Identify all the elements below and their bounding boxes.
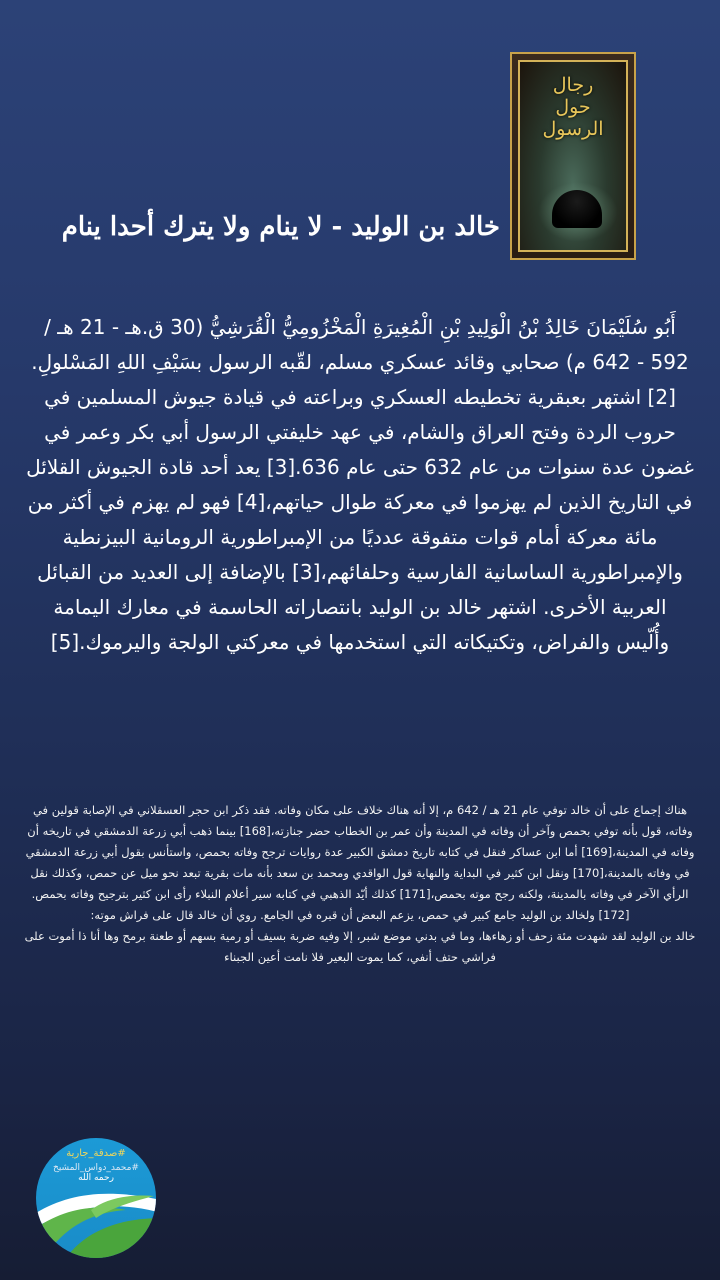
page-title: خالد بن الوليد - لا ينام ولا يترك أحدا ينام — [61, 212, 500, 242]
logo-prayer: رحمه الله — [78, 1173, 114, 1183]
book-cover-title-line-2: حول — [555, 96, 591, 118]
book-cover-title-line-3: الرسول — [542, 118, 604, 140]
logo-hashtag: #صدقة_جارية — [66, 1148, 126, 1159]
charity-logo — [36, 1138, 156, 1258]
footnote-text: هناك إجماع على أن خالد توفي عام 21 هـ / 642 م، إلا أنه هناك خلاف على مكان وفاته. فقد ذكر ابن حجر العسقلاني في الإصابة قولين في وفاته، قول بأنه توفي بحمص وآخر أن وفاته في المدينة وأن عمر بن الخطاب حضر جنازته،[168] بينما ذهب أبي زرعة الدمشقي في تاريخه أن وفاته في المدينة،[169] أما ابن عساكر فنقل في كتابه تاريخ دمشق الكبير عدة روايات ترجح وفاته بحمص، واستأنس بقول أبي زرعة الدمشقي في وفاته بالمدينة،[170] ونقل ابن كثير في البداية والنهاية قول الواقدي ومحمد بن سعد بأنه مات بقرية تبعد نحو ميل عن حمص، وكذلك نقل الرأي الآخر في وفاته بالمدينة، ولكنه رجح موته بحمص،[171] كذلك أيّد الذهبي في كتابه سير أعلام النبلاء رأى ابن كثير بترجيح وفاته بحمص.[172] ولخالد بن الوليد جامع كبير في حمص، يزعم البعض أن قبره في الجامع. روي أن خالد قال على فراش موته: — [25, 803, 695, 922]
biography-paragraph: أَبُو سُلَيْمَانَ خَالِدُ بْنُ الْوَلِيدِ بْنِ الْمُغِيرَةِ الْمَخْزُومِيُّ الْقُرَشِيُّ (30 ق.هـ - 21 هـ / 592 - 642 م) صحابي وقائد عسكري مسلم، لقّبه الرسول بسَيْفِ اللهِ المَسْلولِ.[2] اشتهر بعبقرية تخطيطه العسكري وبراعته في قيادة جيوش المسلمين في حروب الردة وفتح العراق والشام، في عهد خليفتي الرسول أبي بكر وعمر في غضون عدة سنوات من عام 632 حتى عام 636.[3] يعد أحد قادة الجيوش القلائل في التاريخ الذين لم يهزموا في معركة طوال حياتهم،[4] فهو لم يهزم في أكثر من مائة معركة أمام قوات متفوقة عدديًا من الإمبراطورية الرومانية البيزنطية والإمبراطورية الساسانية الفارسية وحلفائهم،[3] بالإضافة إلى العديد من القبائل العربية الأخرى. اشتهر خالد بن الوليد بانتصاراته الحاسمة في معارك اليمامة وأُلّيس والفراض، وتكتيكاته التي استخدمها في معركتي الولجة واليرموك.[5] — [26, 315, 694, 654]
book-cover-title-line-1: رجال — [552, 74, 594, 96]
footnote-block — [20, 800, 700, 968]
book-cover-frame — [518, 60, 628, 252]
logo-name: #محمد_دواس_المشيخ — [53, 1163, 139, 1173]
footnote-quote: خالد بن الوليد لقد شهدت مئة زحف أو زهاءها، وما في بدني موضع شبر، إلا وفيه ضربة بسيف أو رمية بسهم أو طعنة برمح وها أنا ذا أموت على فراشي حتف أنفي، كما يموت البعير فلا نامت أعين الجبناء — [24, 929, 696, 964]
book-cover-title — [520, 74, 626, 140]
book-cover-image — [510, 52, 636, 260]
